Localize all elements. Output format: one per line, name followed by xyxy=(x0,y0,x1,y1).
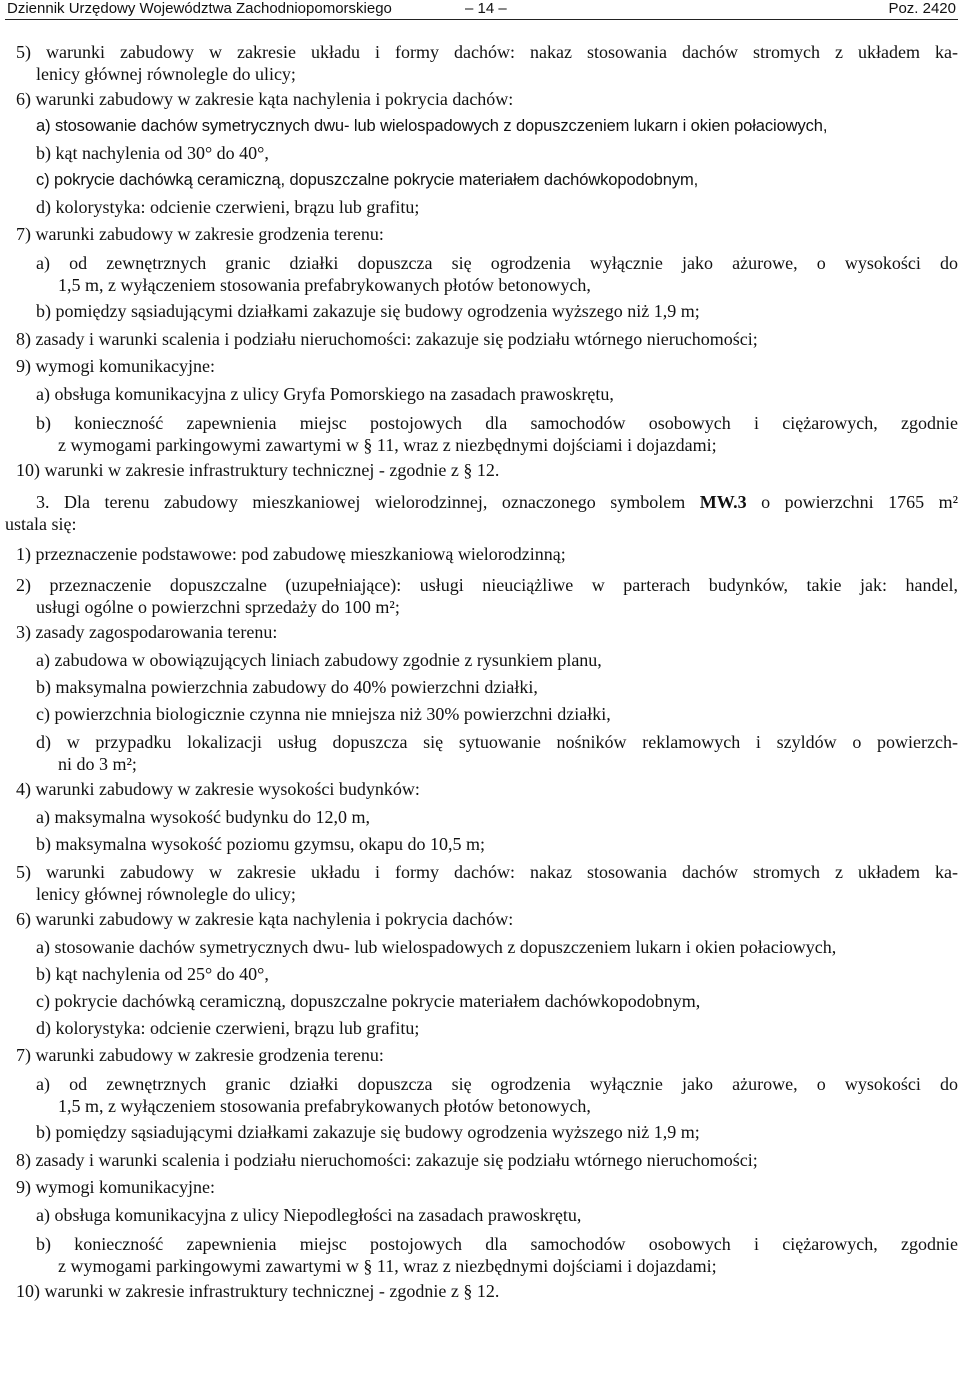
list-item: b) kąt nachylenia od 30° do 40°, xyxy=(36,143,269,163)
zone-symbol: MW.3 xyxy=(699,492,747,512)
list-item: b) konieczność zapewnienia miejsc postojowych dla samochodów osobowych i ciężarowych, zgodnie xyxy=(36,413,958,433)
paragraph-line: lenicy głównej równolegle do ulicy; xyxy=(36,884,296,904)
paragraph-line: 3) zasady zagospodarowania terenu: xyxy=(16,622,278,642)
list-item: a) stosowanie dachów symetrycznych dwu- lub wielospadowych z dopuszczeniem lukarn i okien połaciowych, xyxy=(36,117,828,135)
list-item: d) w przypadku lokalizacji usług dopuszcza się sytuowanie nośników reklamowych i szyldów o powierzch- xyxy=(36,732,958,752)
list-item: z wymogami parkingowymi zawartymi w § 11, wraz z niezbędnymi dojściami i dojazdami; xyxy=(58,435,717,455)
list-item: d) kolorystyka: odcienie czerwieni, brązu lub grafitu; xyxy=(36,1018,420,1038)
list-item: b) maksymalna powierzchnia zabudowy do 40% powierzchni działki, xyxy=(36,677,538,697)
paragraph-line: 2) przeznaczenie dopuszczalne (uzupełniające): usługi nieuciążliwe w parterach budynków, takie jak: handel, xyxy=(16,575,958,595)
section-heading: ustala się: xyxy=(5,514,77,534)
list-item: a) od zewnętrznych granic działki dopuszcza się ogrodzenia wyłącznie jako ażurowe, o wysokości do xyxy=(36,253,958,273)
paragraph-line: 6) warunki zabudowy w zakresie kąta nachylenia i pokrycia dachów: xyxy=(16,909,514,929)
paragraph-line: 10) warunki w zakresie infrastruktury technicznej - zgodnie z § 12. xyxy=(16,1281,500,1301)
list-item: b) kąt nachylenia od 25° do 40°, xyxy=(36,964,269,984)
page-number: – 14 – xyxy=(465,0,507,17)
list-item: z wymogami parkingowymi zawartymi w § 11, wraz z niezbędnymi dojściami i dojazdami; xyxy=(58,1256,717,1276)
paragraph-line: 4) warunki zabudowy w zakresie wysokości budynków: xyxy=(16,779,420,799)
list-item: b) konieczność zapewnienia miejsc postojowych dla samochodów osobowych i ciężarowych, zgodnie xyxy=(36,1234,958,1254)
list-item: d) kolorystyka: odcienie czerwieni, brązu lub grafitu; xyxy=(36,197,420,217)
list-item: a) zabudowa w obowiązujących liniach zabudowy zgodnie z rysunkiem planu, xyxy=(36,650,602,670)
list-item: a) stosowanie dachów symetrycznych dwu- lub wielospadowych z dopuszczeniem lukarn i okien połaciowych, xyxy=(36,937,837,957)
paragraph-line: 6) warunki zabudowy w zakresie kąta nachylenia i pokrycia dachów: xyxy=(16,89,514,109)
section-heading xyxy=(5,491,958,513)
paragraph-line: usługi ogólne o powierzchni sprzedaży do 100 m²; xyxy=(36,597,400,617)
document-body xyxy=(5,20,958,1306)
list-item: 1,5 m, z wyłączeniem stosowania prefabrykowanych płotów betonowych, xyxy=(58,275,591,295)
list-item: 1,5 m, z wyłączeniem stosowania prefabrykowanych płotów betonowych, xyxy=(58,1096,591,1116)
list-item: c) pokrycie dachówką ceramiczną, dopuszczalne pokrycie materiałem dachówkopodobnym, xyxy=(36,171,699,189)
list-item: b) maksymalna wysokość poziomu gzymsu, okapu do 10,5 m; xyxy=(36,834,485,854)
paragraph-line: 7) warunki zabudowy w zakresie grodzenia terenu: xyxy=(16,1045,384,1065)
paragraph-line: 8) zasady i warunki scalenia i podziału nieruchomości: zakazuje się podziału wtórnego nieruchomości; xyxy=(16,1150,758,1170)
page-header xyxy=(5,0,958,20)
position-number: Poz. 2420 xyxy=(888,0,956,17)
list-item: a) obsługa komunikacyjna z ulicy Niepodległości na zasadach prawoskrętu, xyxy=(36,1205,582,1225)
list-item: c) powierzchnia biologicznie czynna nie mniejsza niż 30% powierzchni działki, xyxy=(36,704,611,724)
paragraph-line: 9) wymogi komunikacyjne: xyxy=(16,1177,215,1197)
list-item: ni do 3 m²; xyxy=(58,754,137,774)
list-item: a) obsługa komunikacyjna z ulicy Gryfa Pomorskiego na zasadach prawoskrętu, xyxy=(36,384,614,404)
list-item: b) pomiędzy sąsiadującymi działkami zakazuje się budowy ogrodzenia wyższego niż 1,9 m; xyxy=(36,1122,700,1142)
journal-title: Dziennik Urzędowy Województwa Zachodniopomorskiego xyxy=(7,0,392,17)
list-item: a) maksymalna wysokość budynku do 12,0 m, xyxy=(36,807,370,827)
paragraph-line: 1) przeznaczenie podstawowe: pod zabudowę mieszkaniową wielorodzinną; xyxy=(16,544,566,564)
paragraph-line: 8) zasady i warunki scalenia i podziału nieruchomości: zakazuje się podziału wtórnego nieruchomości; xyxy=(16,329,758,349)
paragraph-line: 7) warunki zabudowy w zakresie grodzenia terenu: xyxy=(16,224,384,244)
section-text: o powierzchni 1765 m² xyxy=(746,492,958,512)
paragraph-line: 5) warunki zabudowy w zakresie układu i formy dachów: nakaz stosowania dachów stromych z układem ka- xyxy=(16,42,958,62)
paragraph-line: lenicy głównej równolegle do ulicy; xyxy=(36,64,296,84)
paragraph-line: 5) warunki zabudowy w zakresie układu i formy dachów: nakaz stosowania dachów stromych z układem ka- xyxy=(16,862,958,882)
list-item: a) od zewnętrznych granic działki dopuszcza się ogrodzenia wyłącznie jako ażurowe, o wysokości do xyxy=(36,1074,958,1094)
list-item: b) pomiędzy sąsiadującymi działkami zakazuje się budowy ogrodzenia wyższego niż 1,9 m; xyxy=(36,301,700,321)
list-item: c) pokrycie dachówką ceramiczną, dopuszczalne pokrycie materiałem dachówkopodobnym, xyxy=(36,991,701,1011)
paragraph-line: 10) warunki w zakresie infrastruktury technicznej - zgodnie z § 12. xyxy=(16,460,500,480)
section-text: 3. Dla terenu zabudowy mieszkaniowej wielorodzinnej, oznaczonego symbolem xyxy=(36,492,700,512)
paragraph-line: 9) wymogi komunikacyjne: xyxy=(16,356,215,376)
